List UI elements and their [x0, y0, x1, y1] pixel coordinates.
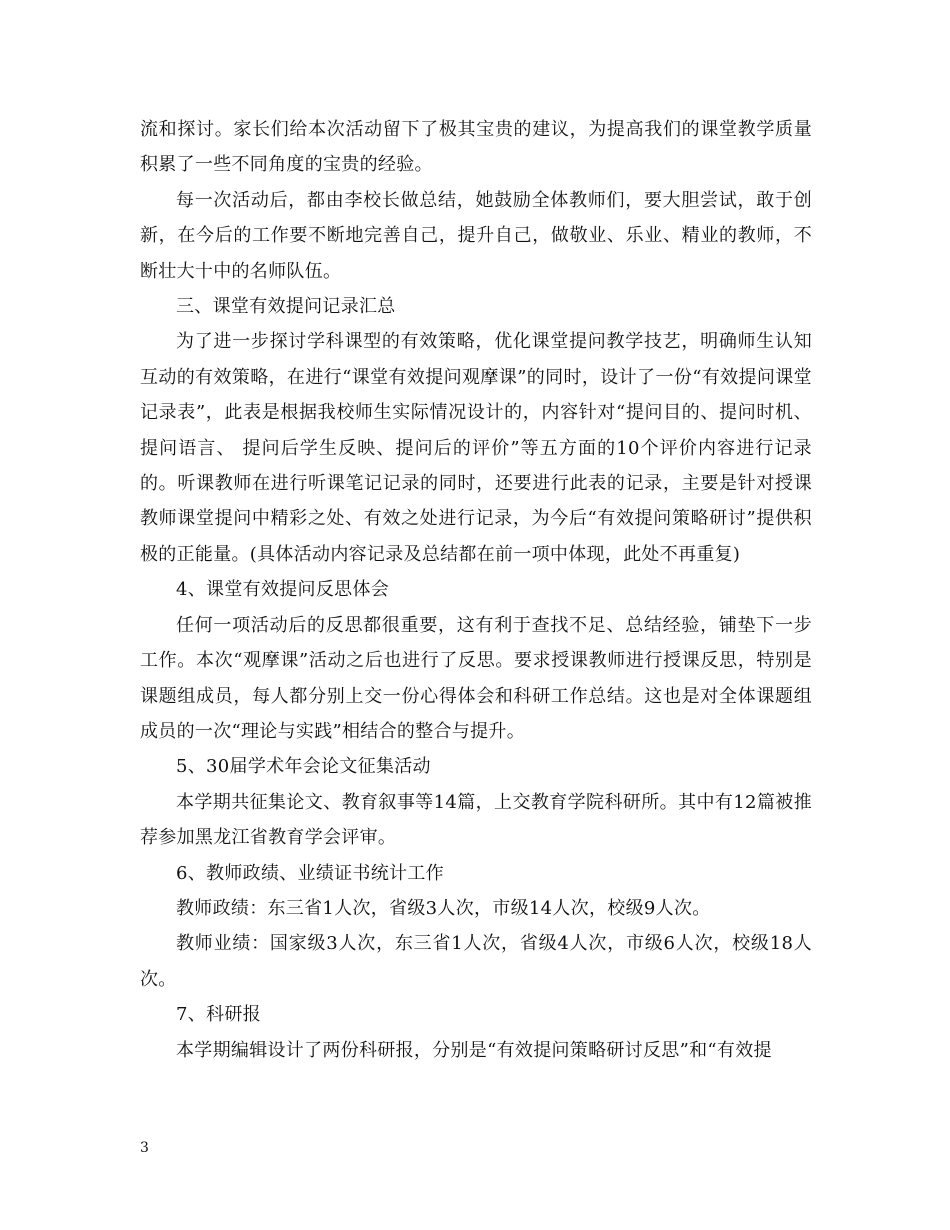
section-heading-7: 7、科研报: [176, 1004, 261, 1026]
section-heading-5: 5、30届学术年会论文征集活动: [176, 756, 431, 778]
section-heading-3: 三、课堂有效提问记录汇总: [176, 296, 396, 318]
paragraph-reflection: 任何一项活动后的反思都很重要，这有利于查找不足、总结经验，铺垫下一步工作。本次“观摩课”活动之后也进行了反思。要求授课教师进行授课反思，特别是课题组成员，每人都分别上交一份心得体会和科研工作总结。这也是对全体课题组成员的一次“理论与实践”相结合的整合与提升。: [140, 614, 812, 742]
paragraph-continuation: 流和探讨。家长们给本次活动留下了极其宝贵的建议，为提高我们的课堂教学质量积累了一些不同角度的宝贵的经验。: [140, 119, 812, 176]
paragraph-political-achievements: 教师政绩：东三省1人次，省级3人次，市级14人次，校级9人次。: [176, 897, 711, 919]
page-number: 3: [140, 1140, 149, 1156]
paragraph-record-table: 为了进一步探讨学科课型的有效策略，优化课堂提问教学技艺，明确师生认知互动的有效策略，在进行“课堂有效提问观摩课”的同时，设计了一份“有效提问课堂记录表”，此表是根据我校师生实际情况设计的，内容针对“提问目的、提问时机、提问语言、 提问后学生反映、提问后的评价”等五方面的10个评价内容进行记录的。听课教师在进行听课笔记记录的同时，还要进行此表的记录，主要是针对授课教师课堂提问中精彩之处、有效之处进行记录，为今后“有效提问策略研讨”提供积极的正能量。(具体活动内容记录及总结都在前一项中体现，此处不再重复): [140, 331, 812, 565]
section-heading-4: 4、课堂有效提问反思体会: [176, 579, 390, 601]
paragraph-performance-achievements: 教师业绩：国家级3人次，东三省1人次，省级4人次，市级6人次，校级18人次。: [140, 933, 812, 990]
section-heading-6: 6、教师政绩、业绩证书统计工作: [176, 862, 444, 884]
paragraph-research-newsletter: 本学期编辑设计了两份科研报，分别是“有效提问策略研讨反思”和“有效提: [176, 1039, 772, 1061]
paragraph-summary: 每一次活动后，都由李校长做总结，她鼓励全体教师们，要大胆尝试，敢于创新，在今后的工作要不断地完善自己，提升自己，做敬业、乐业、精业的教师，不断壮大十中的名师队伍。: [140, 189, 812, 282]
document-body: [140, 112, 812, 1068]
paragraph-papers: 本学期共征集论文、教育叙事等14篇，上交教育学院科研所。其中有12篇被推荐参加黑龙江省教育学会评审。: [140, 791, 812, 849]
